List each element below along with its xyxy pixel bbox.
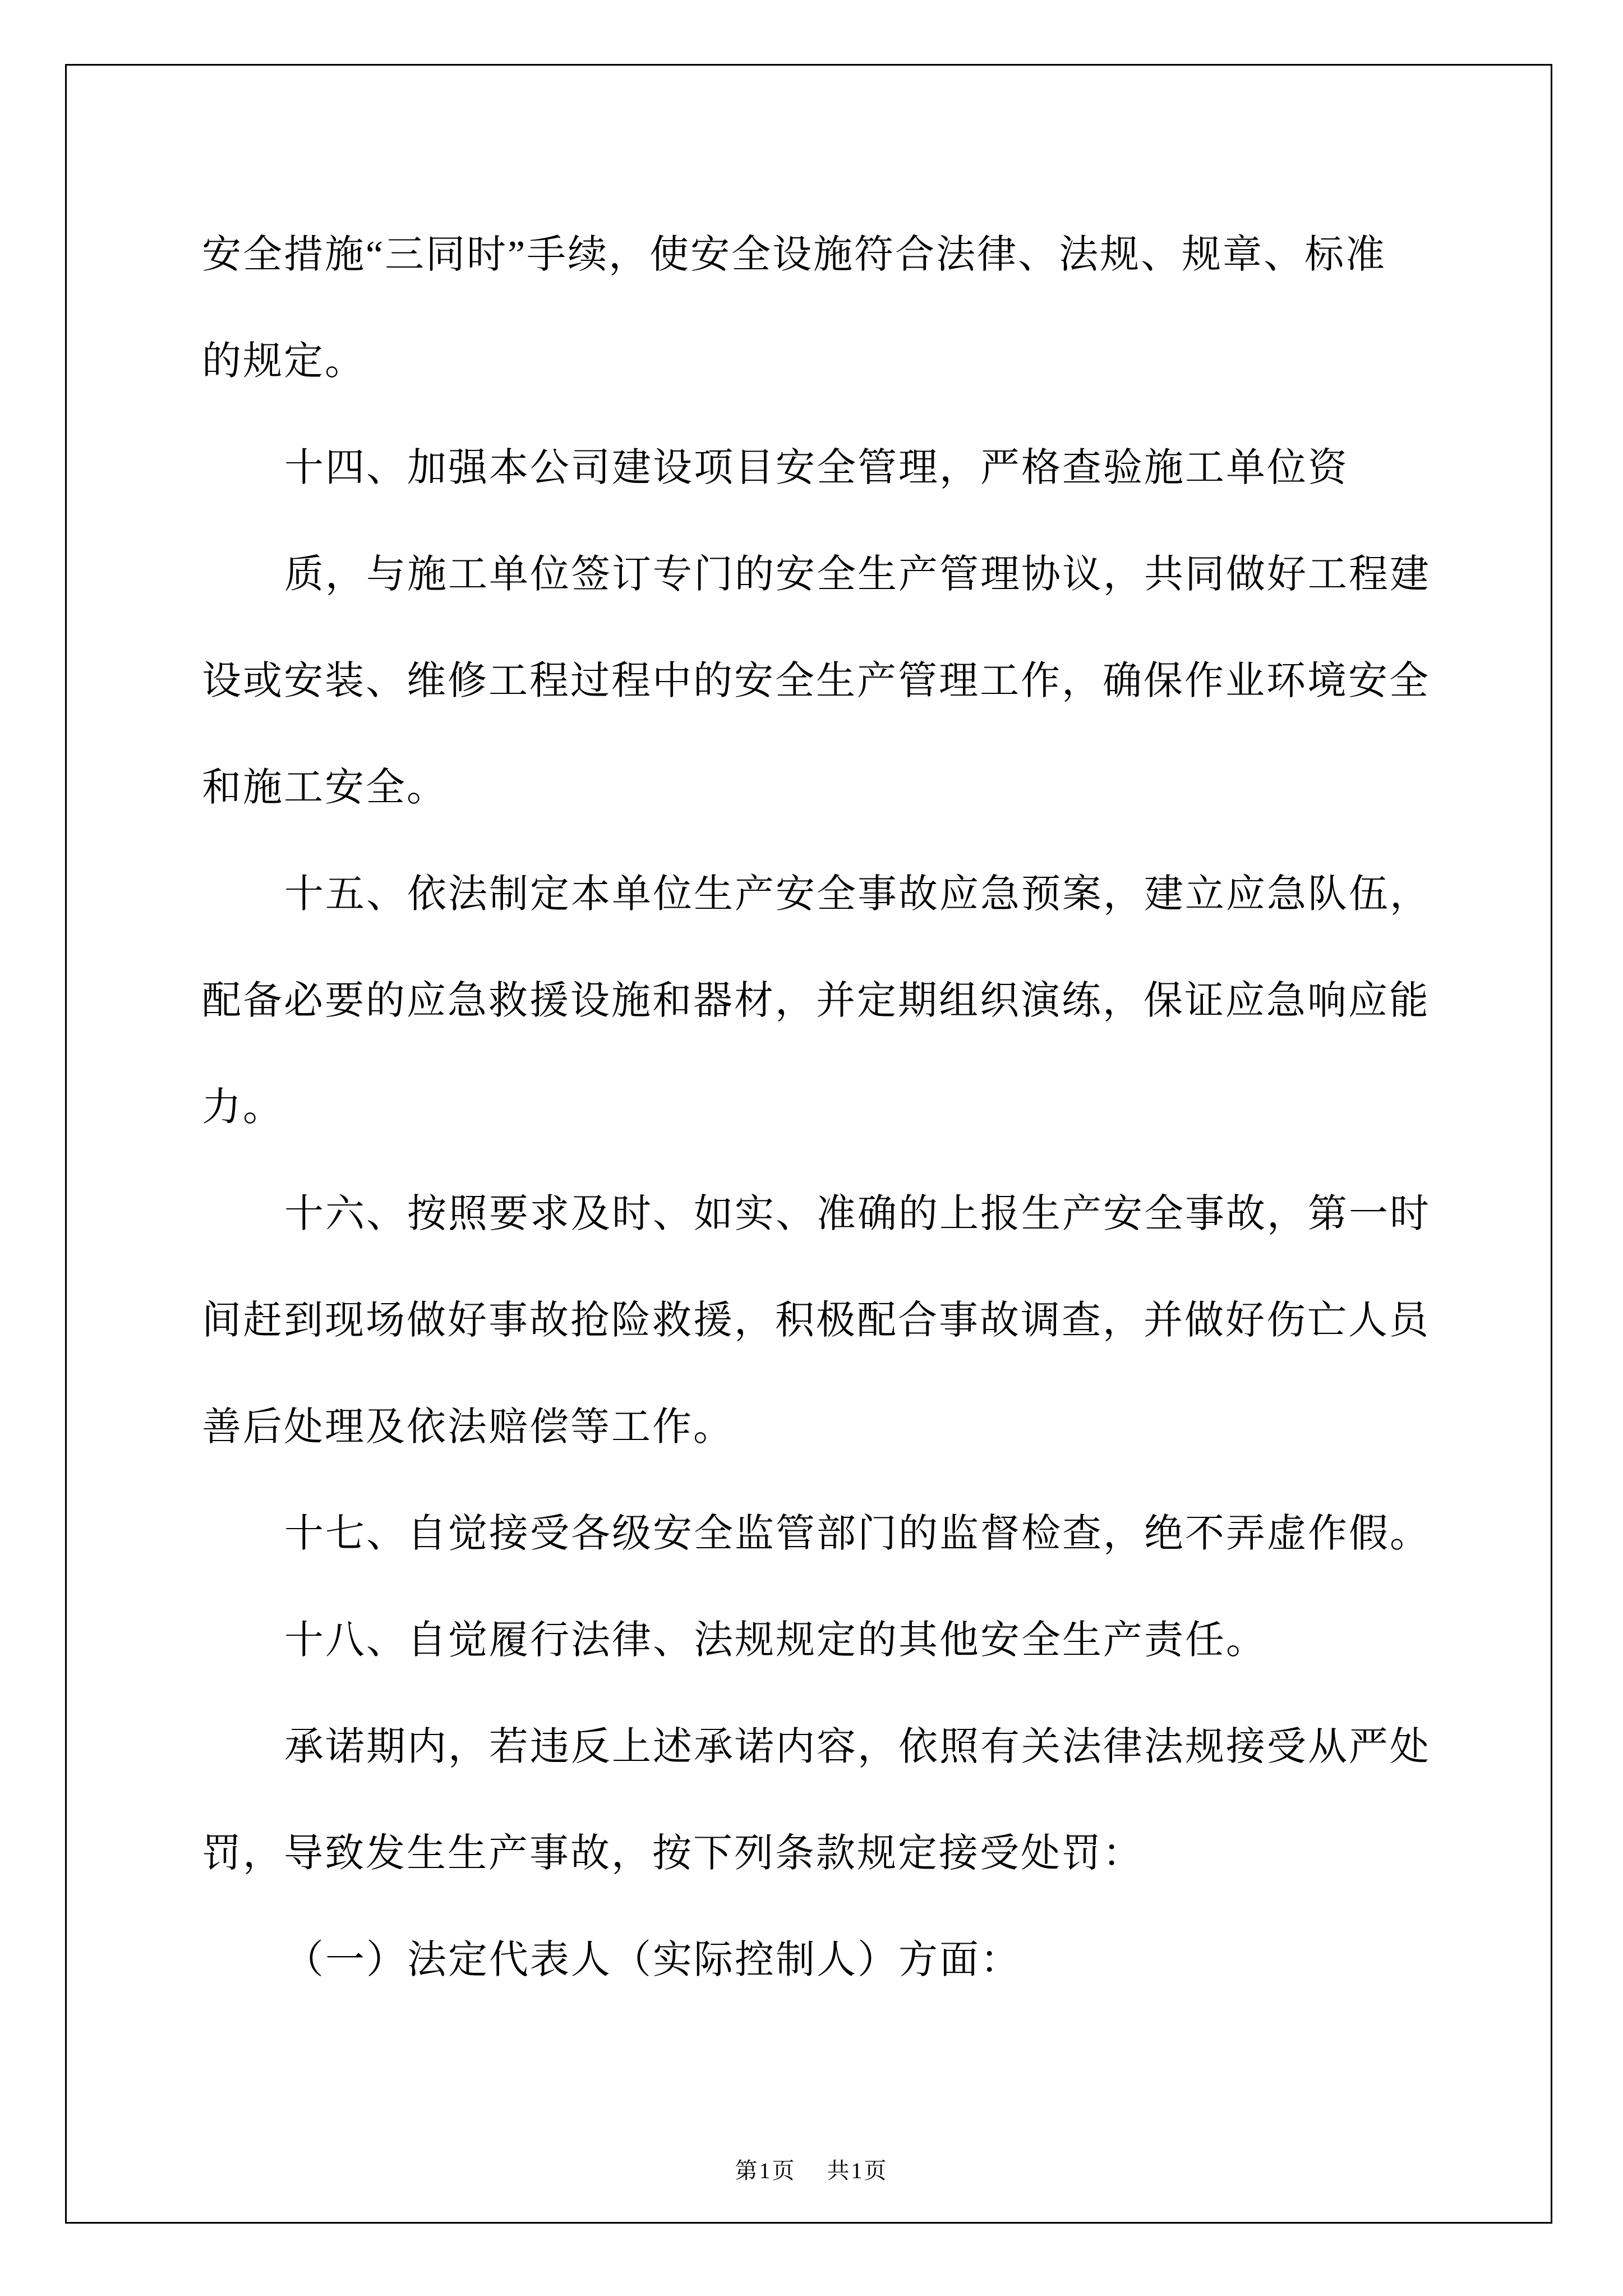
document-line: 安全措施“三同时”手续，使安全设施符合法律、法规、规章、标准 — [202, 233, 1387, 277]
page-number: 第1页 — [735, 2158, 796, 2183]
document-line: 设或安装、维修工程过程中的安全生产管理工作，确保作业环境安全 — [202, 660, 1430, 703]
page-total: 共1页 — [827, 2158, 888, 2183]
document-line: 十五、依法制定本单位生产安全事故应急预案，建立应急队伍， — [284, 873, 1431, 916]
document-line: 十六、按照要求及时、如实、准确的上报生产安全事故，第一时 — [284, 1193, 1431, 1236]
document-line: 质，与施工单位签订专门的安全生产管理协议，共同做好工程建 — [284, 553, 1431, 596]
document-line: （一）法定代表人（实际控制人）方面： — [284, 1939, 1021, 1982]
document-line: 十四、加强本公司建设项目安全管理，严格查验施工单位资 — [284, 447, 1349, 490]
document-line: 配备必要的应急救援设施和器材，并定期组织演练，保证应急响应能 — [202, 979, 1430, 1023]
document-line: 善后处理及依法赔偿等工作。 — [202, 1406, 734, 1449]
document-line: 十七、自觉接受各级安全监管部门的监督检查，绝不弄虚作假。 — [284, 1512, 1431, 1556]
document-line: 十八、自觉履行法律、法规规定的其他安全生产责任。 — [284, 1619, 1267, 1662]
document-line: 间赶到现场做好事故抢险救援，积极配合事故调查，并做好伤亡人员 — [202, 1299, 1430, 1342]
page-footer — [0, 2153, 1623, 2185]
document-line: 罚，导致发生生产事故，按下列条款规定接受处罚： — [202, 1832, 1144, 1875]
document-line: 力。 — [202, 1086, 284, 1129]
document-body — [202, 202, 1444, 2014]
document-line: 承诺期内，若违反上述承诺内容，依照有关法律法规接受从严处 — [284, 1726, 1431, 1769]
document-line: 和施工安全。 — [202, 766, 448, 809]
document-line: 的规定。 — [202, 340, 366, 383]
